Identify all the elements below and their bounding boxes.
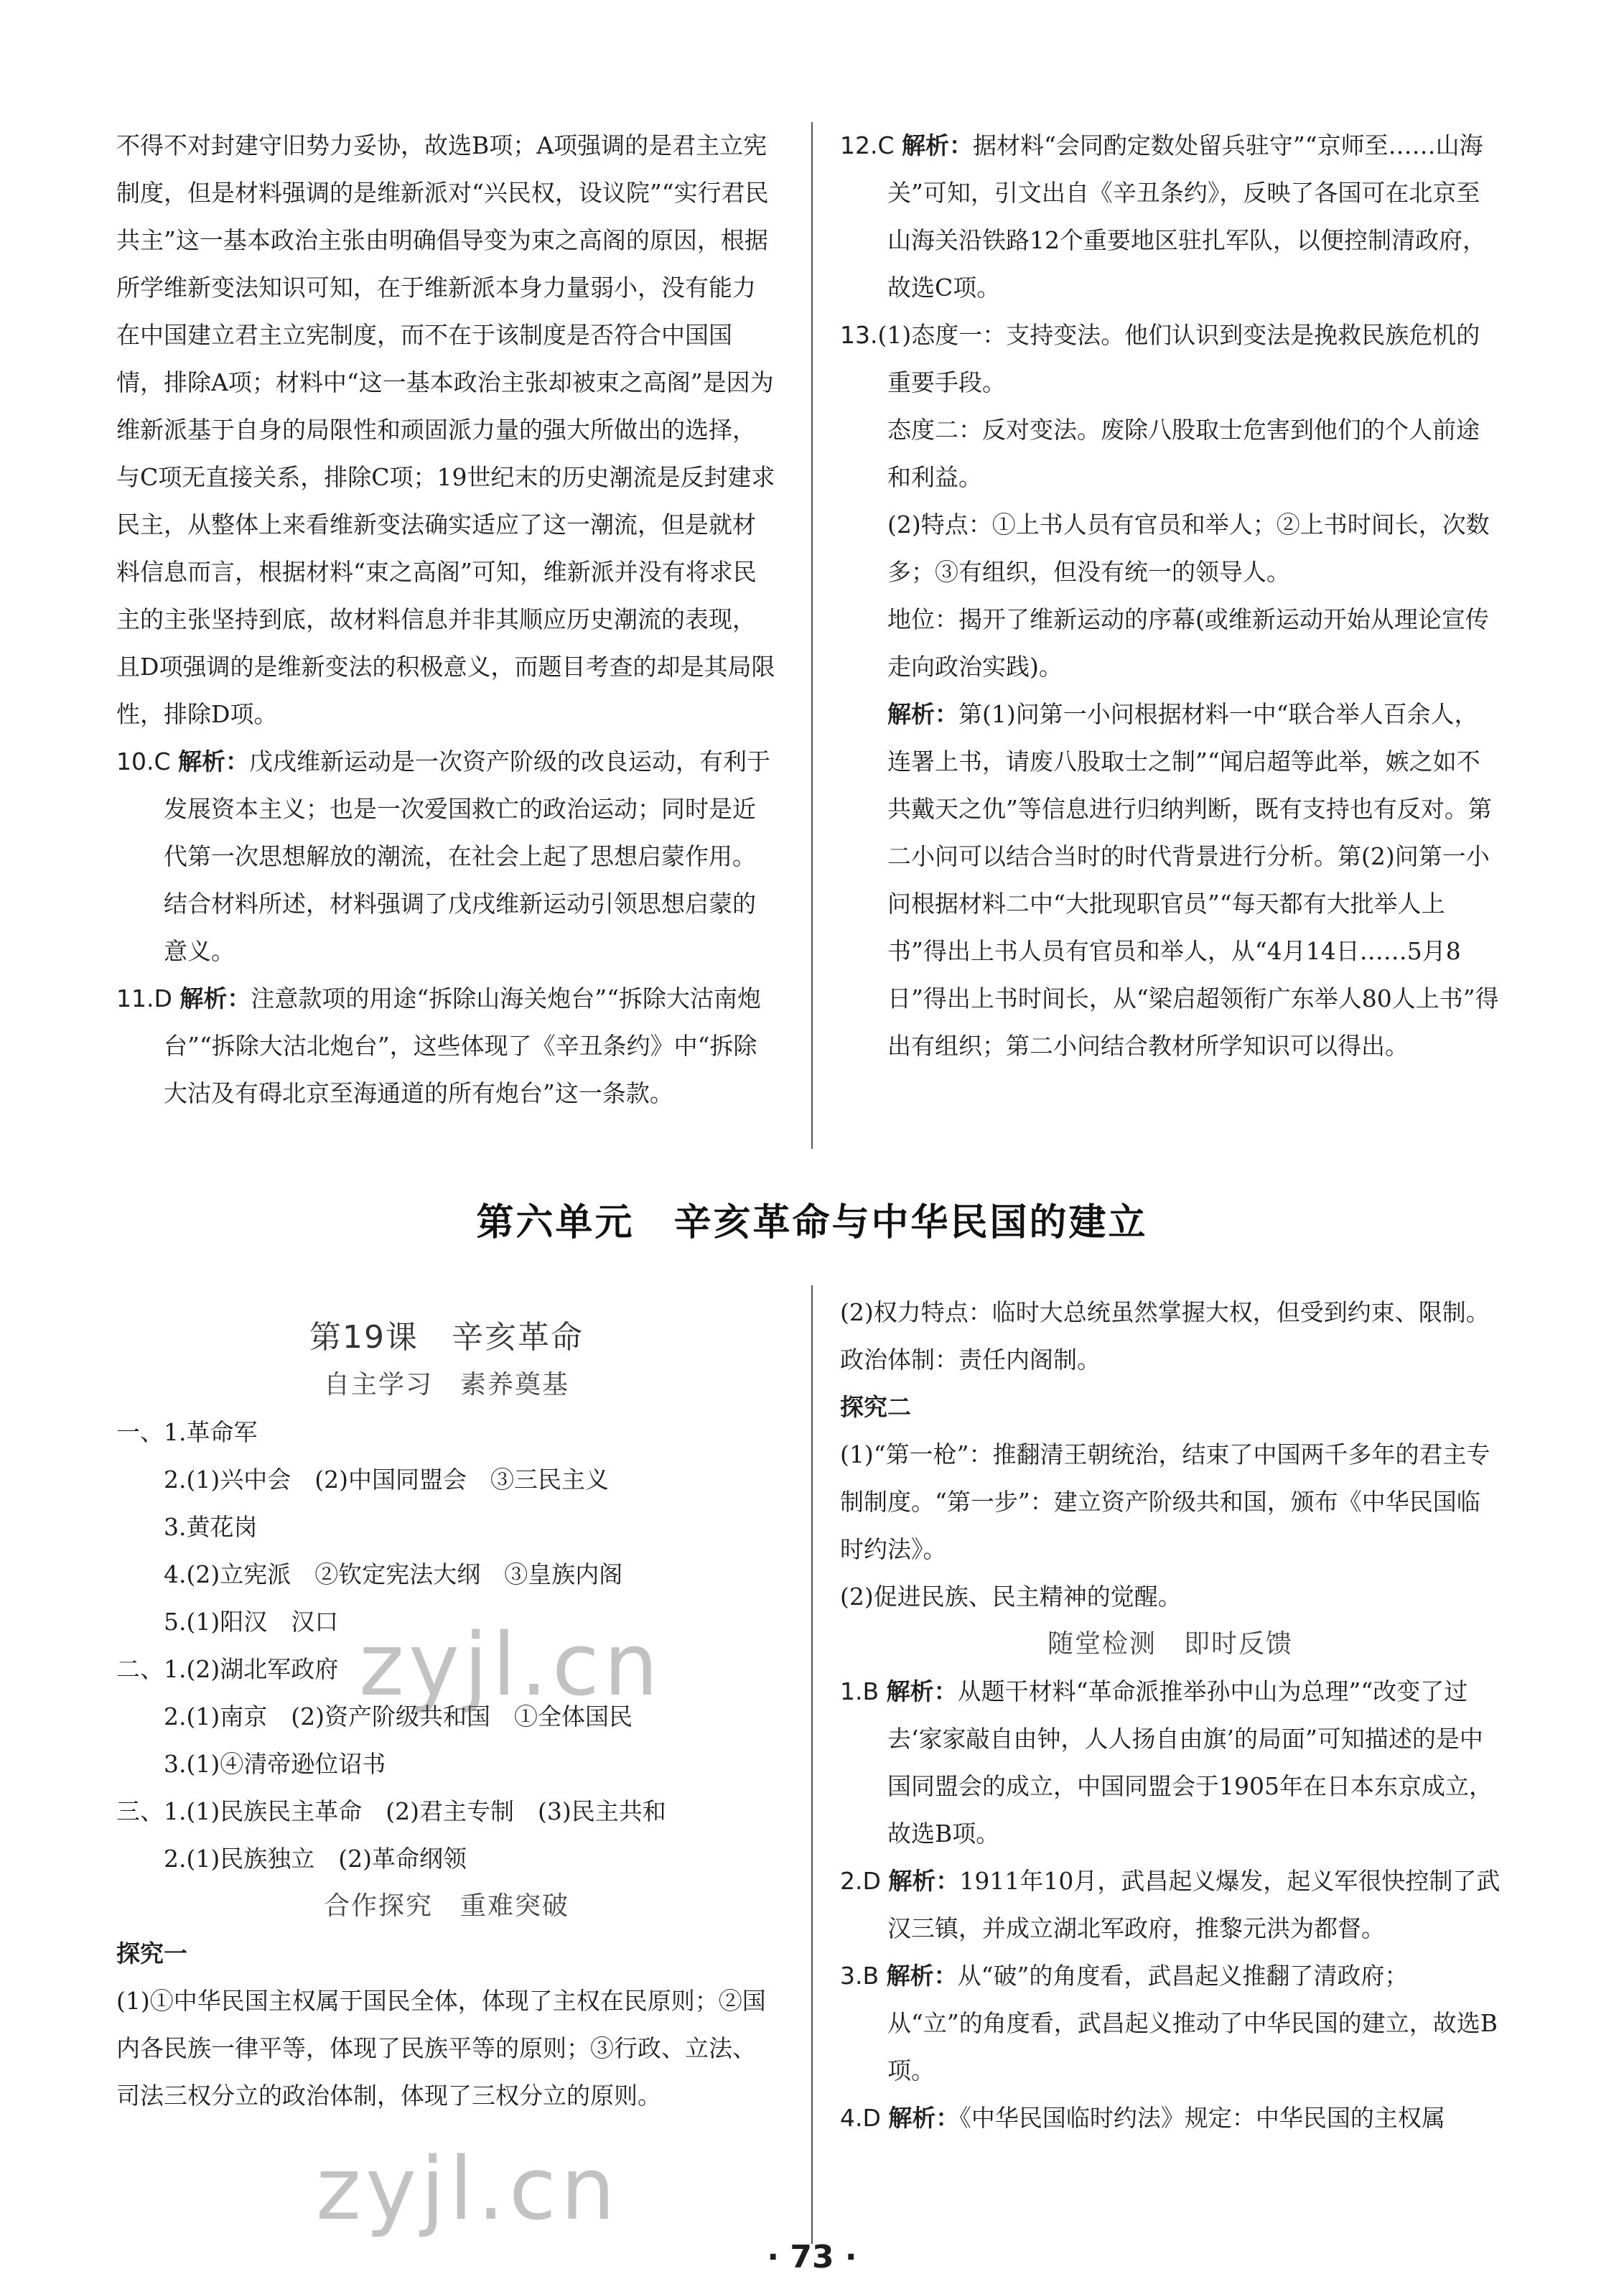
- answer-text: 从题干材料“革命派推举孙中山为总理”“改变了过去‘家家敲自由钟，人人扬自由旗’的局面”可知描述的是中国同盟会的成立，中国同盟会于1905年在日本东京成立，故选B项。: [887, 1677, 1493, 1848]
- unit-title: 第六单元 辛亥革命与中华民国的建立: [476, 1201, 1148, 1244]
- answer-12: [840, 122, 1501, 312]
- answer-13-part-2: 态度二：反对变法。废除八股取士危害到他们的个人前途和利益。: [887, 416, 1480, 491]
- column-divider: [811, 1285, 813, 2244]
- self-study-line: 3.黄花岗: [164, 1513, 258, 1541]
- quiz-answer: [840, 2095, 1501, 2142]
- answer-number: 3.B: [840, 1962, 879, 1990]
- answer-text: 1911年10月，武昌起义爆发，起义军很快控制了武汉三镇，并成立湖北军政府，推黎元洪为都督。: [887, 1867, 1501, 1942]
- self-study-line: 5.(1)阳汉 汉口: [164, 1608, 339, 1636]
- answer-number: 11.D: [116, 984, 172, 1012]
- watermark: zyjl.cn: [316, 2140, 620, 2240]
- explore-1-part-2: (2)权力特点：临时大总统虽然掌握大权，但受到约束、限制。政治体制：责任内阁制。: [840, 1298, 1490, 1374]
- answer-10: [116, 738, 777, 975]
- answer-number: 1.B: [840, 1677, 879, 1705]
- answer-number: 4.D: [840, 2104, 881, 2132]
- analysis-label: 解析：: [888, 1867, 960, 1895]
- answer-number: 13.: [840, 321, 878, 349]
- lesson-title: 第19课 辛亥革命: [309, 1319, 584, 1356]
- answer-13-part-3: (2)特点：①上书人员有官员和举人；②上书时间长，次数多；③有组织，但没有统一的领导人。: [887, 511, 1490, 586]
- section-heading-cooperative: 合作探究 重难突破: [323, 1891, 569, 1921]
- analysis-label: 解析：: [886, 1962, 958, 1990]
- explore-1-heading: 探究一: [116, 1939, 187, 1967]
- explore-2-text: (1)“第一枪”：推翻清王朝统治，结束了中国两千多年的君主专制制度。“第一步”：建立资产阶级共和国，颁布《中华民国临时约法》。: [840, 1440, 1490, 1563]
- answer-text: 据材料“会同酌定数处留兵驻守”“京师至……山海关”可知，引文出自《辛丑条约》，反映了各国可在北京至山海关沿铁路12个重要地区驻扎军队，以便控制清政府，故选C项。: [887, 131, 1486, 302]
- page-number: · 73 ·: [767, 2239, 857, 2275]
- answer-text: 注意款项的用途“拆除山海关炮台”“拆除大沽南炮台”“拆除大沽北炮台”，这些体现了《辛丑条约》中“拆除大沽及有碍北京至海通道的所有炮台”这一条款。: [164, 984, 762, 1107]
- answer-text: 戊戌维新运动是一次资产阶级的改良运动，有利于发展资本主义；也是一次爱国救亡的政治运动；同时是近代第一次思想解放的潮流，在社会上起了思想启蒙作用。结合材料所述，材料强调了戊戌维新运动引领思想启蒙的意义。: [164, 747, 771, 965]
- analysis-label: 解析：: [887, 700, 958, 728]
- answer-number: 2.D: [840, 1867, 881, 1895]
- self-study-line: 三、1.(1)民族民主革命 (2)君主专制 (3)民主共和: [116, 1797, 666, 1825]
- analysis-text: 第(1)问第一小问根据材料一中“联合举人百余人，连署上书，请废八股取士之制”“闻启超等此举，嫉之如不共戴天之仇”等信息进行归纳判断，既有支持也有反对。第二小问可以结合当时的时代背景进行分析。第(2)问第一小问根据材料二中“大批现职官员”“每天都有大批举人上书”得出上书人员有官员和举人，从“4月14日……5月8日”得出上书时间长，从“梁启超领衔广东举人80人上书”得出有组织；第二小问结合教材所学知识可以得出。: [887, 700, 1499, 1060]
- quiz-answer: [840, 1668, 1501, 1858]
- answer-text: (1)态度一：支持变法。他们认识到变法是挽救民族危机的重要手段。: [877, 321, 1480, 396]
- answer-13-part-1: [840, 312, 1501, 406]
- analysis-label: 解析：: [902, 131, 974, 159]
- answer-number: 10.C: [116, 747, 171, 775]
- explore-1-text: (1)①中华民国主权属于国民全体，体现了主权在民原则；②国内各民族一律平等，体现了民族平等的原则；③行政、立法、司法三权分立的政治体制，体现了三权分立的原则。: [116, 1987, 766, 2110]
- analysis-label: 解析：: [888, 2104, 960, 2132]
- analysis-label: 解析：: [178, 747, 250, 775]
- explore-2-text: (2)促进民族、民主精神的觉醒。: [840, 1583, 1182, 1611]
- self-study-line: 2.(1)民族独立 (2)革命纲领: [164, 1845, 467, 1873]
- analysis-label: 解析：: [179, 984, 251, 1012]
- quiz-answer: [840, 1952, 1501, 2095]
- column-divider: [811, 122, 813, 1149]
- answer-number: 12.C: [840, 131, 895, 159]
- self-study-line: 一、1.革命军: [116, 1418, 258, 1446]
- watermark: zyjl.cn: [359, 1616, 663, 1715]
- answer-13-analysis: [840, 691, 1501, 1070]
- paragraph-continuation: 不得不对封建守旧势力妥协，故选B项；A项强调的是君主立宪制度，但是材料强调的是维新派对“兴民权，设议院”“实行君民共主”这一基本政治主张由明确倡导变为束之高阁的原因，根据所学维新变法知识可知，在于维新派本身力量弱小，没有能力在中国建立君主立宪制度，而不在于该制度是否符合中国国情，排除A项；材料中“这一基本政治主张却被束之高阁”是因为维新派基于自身的局限性和顽固派力量的强大所做出的选择，与C项无直接关系，排除C项；19世纪末的历史潮流是反封建求民主，从整体上来看维新变法确实适应了这一潮流，但是就材料信息而言，根据材料“束之高阁”可知，维新派并没有将求民主的主张坚持到底，故材料信息并非其顺应历史潮流的表现，且D项强调的是维新变法的积极意义，而题目考查的却是其局限性，排除D项。: [116, 131, 775, 728]
- answer-13-part-4: 地位：揭开了维新运动的序幕(或维新运动开始从理论宣传走向政治实践)。: [887, 605, 1489, 681]
- top-left-column: [116, 122, 777, 1117]
- answer-text: 《中华民国临时约法》规定：中华民国的主权属: [959, 2104, 1445, 2132]
- analysis-label: 解析：: [886, 1677, 958, 1705]
- self-study-line: 2.(1)兴中会 (2)中国同盟会 ③三民主义: [164, 1466, 609, 1494]
- bottom-left-column: [116, 1314, 777, 2120]
- explore-2-heading: 探究二: [840, 1393, 911, 1421]
- bottom-right-column: [840, 1289, 1501, 2142]
- answer-11: [116, 975, 777, 1117]
- top-right-column: [840, 122, 1501, 1070]
- section-heading-self-study: 自主学习 素养奠基: [323, 1370, 569, 1399]
- self-study-line: 3.(1)④清帝逊位诏书: [164, 1750, 386, 1778]
- self-study-line: 二、1.(2)湖北军政府: [116, 1655, 339, 1683]
- answer-text: 从“破”的角度看，武昌起义推翻了清政府；从“立”的角度看，武昌起义推动了中华民国的建立，故选B项。: [887, 1962, 1498, 2084]
- self-study-line: 4.(2)立宪派 ②钦定宪法大纲 ③皇族内阁: [164, 1560, 623, 1588]
- self-study-line: 2.(1)南京 (2)资产阶级共和国 ①全体国民: [164, 1702, 633, 1730]
- section-heading-quiz: 随堂检测 即时反馈: [1047, 1629, 1293, 1659]
- quiz-answer: [840, 1858, 1501, 1952]
